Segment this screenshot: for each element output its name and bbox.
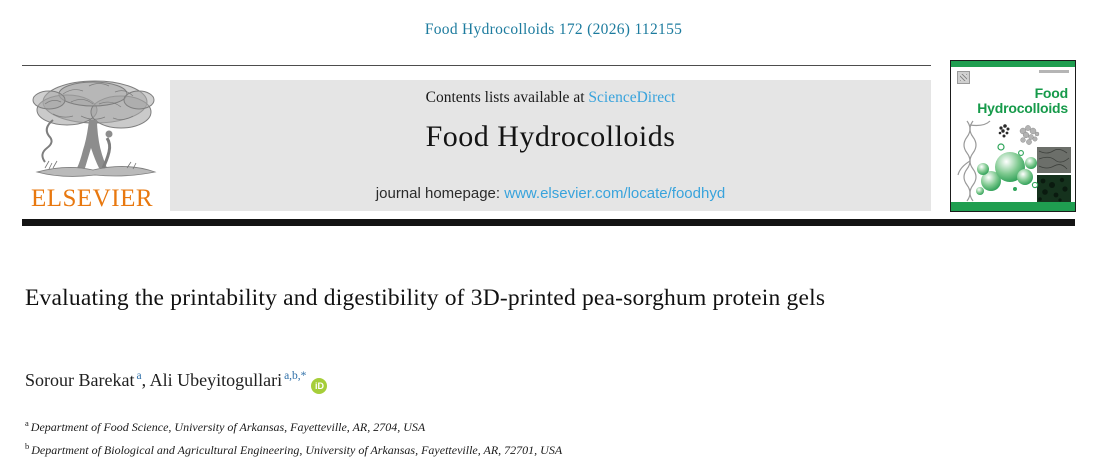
author-affil-marker: a	[136, 370, 142, 382]
journal-cover-thumbnail[interactable]	[950, 60, 1076, 212]
cover-illustration-icon	[953, 119, 1073, 205]
elsevier-logo[interactable]	[18, 76, 166, 216]
cover-title-line1: Food	[1034, 85, 1068, 101]
elsevier-wordmark: ELSEVIER	[30, 185, 154, 212]
cover-top-bar	[951, 61, 1075, 67]
contents-prefix: Contents lists available at	[425, 89, 589, 106]
author-affil-marker: a,b,*	[284, 370, 307, 382]
affiliation-item	[25, 437, 562, 460]
homepage-prefix: journal homepage:	[375, 185, 505, 202]
author-separator: ,	[141, 370, 150, 390]
top-divider	[22, 65, 931, 66]
cover-issn-placeholder	[1039, 70, 1069, 73]
author-line	[25, 370, 327, 394]
affiliation-text: Department of Biological and Agricultural Engineering, University of Arkansas, Fayetteville, AR, 72701, USA	[31, 442, 563, 457]
cover-bottom-bar	[951, 202, 1075, 211]
journal-citation[interactable]: Food Hydrocolloids 172 (2026) 112155	[424, 21, 683, 38]
affiliation-item	[25, 414, 562, 437]
homepage-line	[170, 185, 931, 202]
contents-line	[170, 89, 931, 107]
orcid-icon[interactable]: iD	[311, 378, 327, 394]
affiliation-marker: a	[25, 418, 29, 428]
sciencedirect-link[interactable]: ScienceDirect	[588, 89, 676, 106]
elsevier-tree-icon	[23, 76, 161, 184]
author-name[interactable]: Sorour Barekat	[25, 370, 135, 390]
author-name[interactable]: Ali Ubeyitogullari	[149, 370, 283, 390]
affiliation-text: Department of Food Science, University of Arkansas, Fayetteville, AR, 2704, USA	[30, 420, 426, 434]
homepage-link[interactable]: www.elsevier.com/locate/foodhyd	[504, 185, 726, 202]
cover-publisher-mini-logo-icon	[957, 71, 970, 84]
cover-title-line2: Hydrocolloids	[977, 100, 1068, 116]
article-title: Evaluating the printability and digestibility of 3D-printed pea-sorghum protein gels	[25, 285, 826, 311]
affiliations	[25, 414, 562, 459]
article-divider-bar	[22, 219, 1075, 226]
journal-title: Food Hydrocolloids	[425, 120, 676, 153]
cover-journal-title	[977, 86, 1068, 116]
journal-banner	[170, 80, 931, 211]
affiliation-marker: b	[25, 440, 30, 451]
